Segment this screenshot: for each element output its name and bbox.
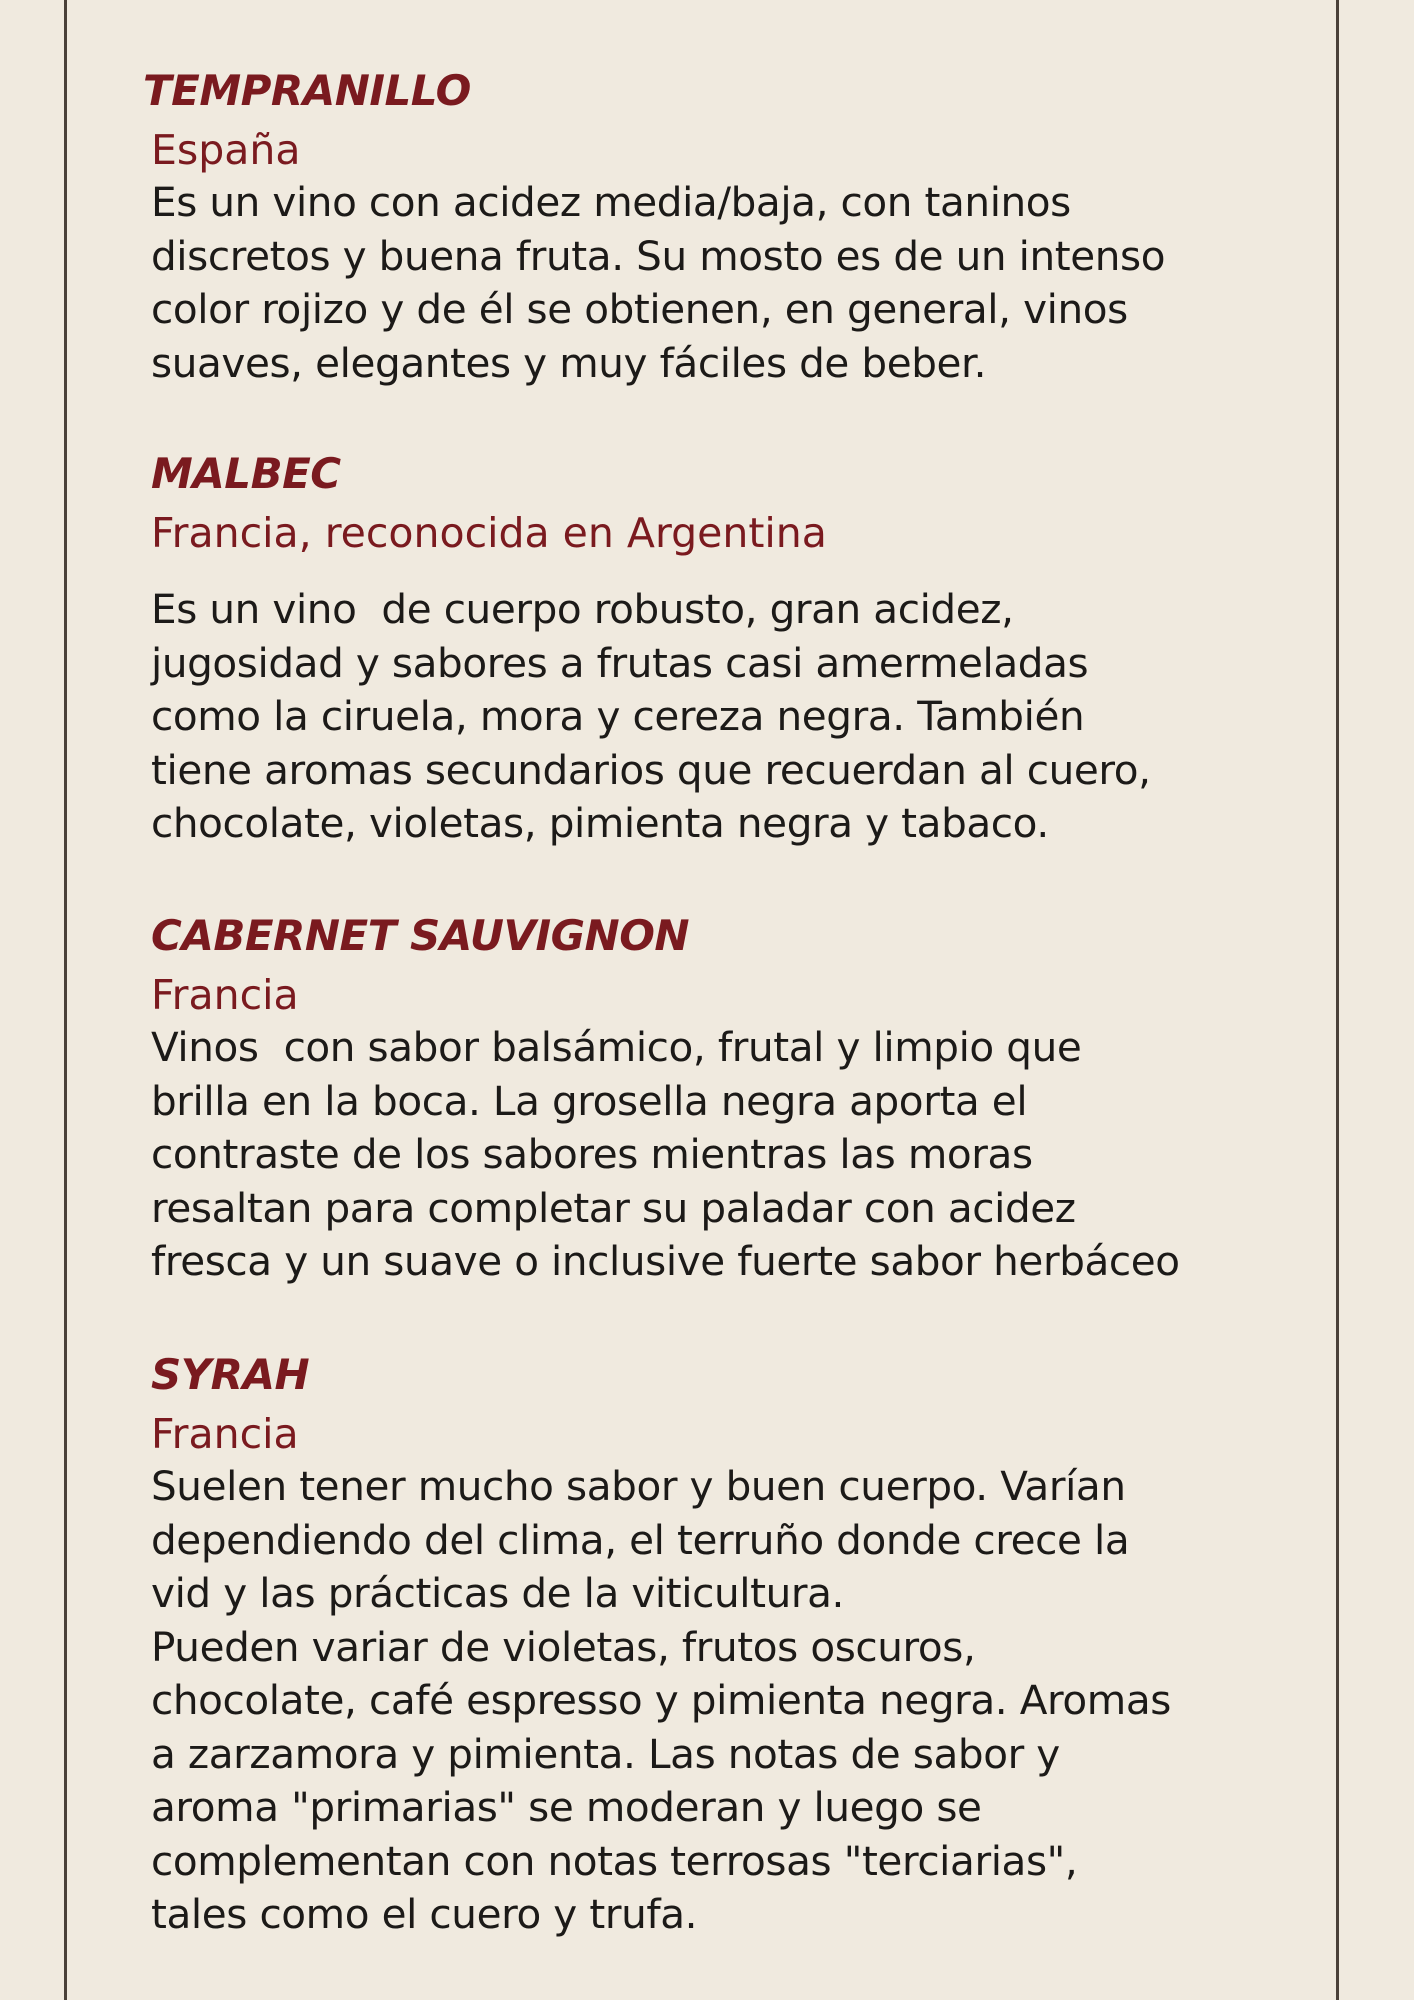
- description-line: Suelen tener mucho sabor y buen cuerpo. Varían: [151, 1462, 1126, 1510]
- description-line: complementan con notas terrosas "terciarias",: [151, 1836, 1078, 1885]
- description-line: suaves, elegantes y muy fáciles de beber.: [151, 338, 987, 387]
- wine-entry-syrah: [151, 1347, 1311, 1942]
- wine-name: MALBEC: [151, 449, 341, 498]
- description-line: chocolate, violetas, pimienta negra y tabaco.: [151, 799, 1049, 847]
- description-line: dependiendo del clima, el terruño donde crece la: [151, 1515, 1130, 1564]
- wine-entry-malbec: [151, 446, 1311, 851]
- description-line: como la ciruela, mora y cereza negra. También: [151, 692, 1085, 740]
- wine-origin: España: [151, 126, 301, 174]
- left-border-line: [64, 0, 67, 2000]
- description-line: discretos y buena fruta. Su mosto es de un intenso: [151, 231, 1166, 280]
- right-border-line: [1336, 0, 1339, 2000]
- wine-origin: Francia: [151, 971, 299, 1019]
- wine-origin: Francia, reconocida en Argentina: [151, 509, 827, 557]
- wine-name: TEMPRANILLO: [143, 66, 471, 115]
- wine-description: [151, 176, 1311, 390]
- description-line: Es un vino con acidez media/baja, con taninos: [151, 178, 1071, 226]
- description-line: fresca y un suave o inclusive fuerte sabor herbáceo: [151, 1237, 1180, 1285]
- description-line: Pueden variar de violetas, frutos oscuros,: [151, 1622, 976, 1671]
- description-line: tiene aromas secundarios que recuerdan al cuero,: [151, 745, 1151, 794]
- description-line: tales como el cuero y trufa.: [151, 1890, 698, 1938]
- wine-entry-tempranillo: [143, 63, 1311, 390]
- wine-description: [151, 1460, 1311, 1942]
- wine-description: [151, 583, 1311, 851]
- description-line: jugosidad y sabores a frutas casi amermeladas: [151, 638, 1089, 687]
- description-line: brilla en la boca. La grosella negra aporta el: [151, 1076, 1028, 1125]
- description-line: resaltan para completar su paladar con acidez: [151, 1183, 1076, 1232]
- description-line: Es un vino de cuerpo robusto, gran acidez,: [151, 585, 1014, 633]
- wine-origin: Francia: [151, 1410, 299, 1458]
- description-line: contraste de los sabores mientras las moras: [151, 1130, 1033, 1178]
- wine-name: SYRAH: [151, 1350, 310, 1399]
- description-line: color rojizo y de él se obtienen, en general, vinos: [151, 285, 1128, 333]
- wine-name: CABERNET SAUVIGNON: [151, 911, 690, 960]
- wine-entry-cabernet-sauvignon: [151, 908, 1311, 1289]
- description-line: a zarzamora y pimienta. Las notas de sabor y: [151, 1729, 1060, 1778]
- description-line: Vinos con sabor balsámico, frutal y limpio que: [151, 1023, 1082, 1071]
- description-line: chocolate, café espresso y pimienta negra. Aromas: [151, 1676, 1171, 1724]
- wine-description: [151, 1021, 1311, 1289]
- description-line: vid y las prácticas de la viticultura.: [151, 1569, 844, 1617]
- description-line: aroma "primarias" se moderan y luego se: [151, 1783, 982, 1831]
